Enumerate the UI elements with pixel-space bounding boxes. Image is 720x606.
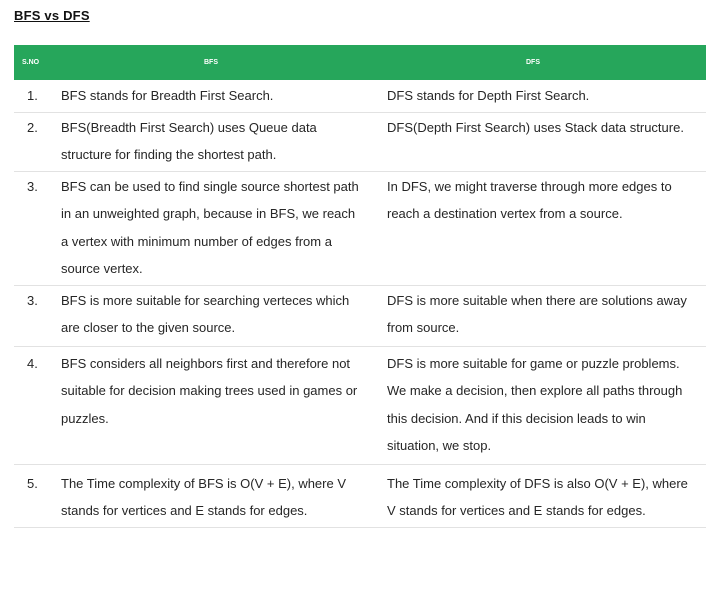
cell-dfs: DFS(Depth First Search) uses Stack data structure. xyxy=(387,119,684,135)
cell-sno: 2. xyxy=(27,119,38,135)
table-row xyxy=(14,285,706,346)
cell-bfs: BFS can be used to find single source shortest path in an unweighted graph, because in BFS, we reach a vertex with minimum number of edges from a source vertex. xyxy=(61,178,359,276)
header-dfs: DFS xyxy=(526,59,540,66)
cell-bfs: BFS(Breadth First Search) uses Queue data structure for finding the shortest path. xyxy=(61,119,317,162)
table-row xyxy=(14,80,706,112)
header-bfs: BFS xyxy=(204,59,218,66)
cell-bfs: The Time complexity of BFS is O(V + E), where V stands for vertices and E stands for edges. xyxy=(61,475,347,518)
cell-dfs: DFS is more suitable when there are solutions away from source. xyxy=(387,292,687,335)
cell-bfs: BFS considers all neighbors first and therefore not suitable for decision making trees used in games or puzzles. xyxy=(61,355,358,426)
page-title: BFS vs DFS xyxy=(14,8,90,23)
table-body xyxy=(14,80,706,527)
header-sno: S.NO xyxy=(22,59,40,66)
cell-dfs: DFS is more suitable for game or puzzle problems. We make a decision, then explore all paths through this decision. And if this decision leads to win situation, we stop. xyxy=(387,355,683,453)
cell-sno: 3. xyxy=(27,292,38,308)
cell-dfs: In DFS, we might traverse through more edges to reach a destination vertex from a source. xyxy=(387,178,672,221)
cell-sno: 3. xyxy=(27,178,38,194)
cell-dfs: The Time complexity of DFS is also O(V + E), where V stands for vertices and E stands for edges. xyxy=(387,475,688,518)
cell-bfs: BFS stands for Breadth First Search. xyxy=(61,88,274,103)
table-row xyxy=(14,112,706,171)
cell-sno: 1. xyxy=(27,88,38,103)
header-row xyxy=(14,45,706,80)
cell-dfs: DFS stands for Depth First Search. xyxy=(387,88,590,103)
table-row xyxy=(14,346,706,464)
cell-sno: 5. xyxy=(27,475,38,491)
table-row xyxy=(14,464,706,527)
cell-sno: 4. xyxy=(27,355,38,371)
table-row xyxy=(14,171,706,285)
cell-bfs: BFS is more suitable for searching verteces which are closer to the given source. xyxy=(61,292,350,335)
comparison-table xyxy=(14,45,706,528)
table-header xyxy=(14,45,706,80)
